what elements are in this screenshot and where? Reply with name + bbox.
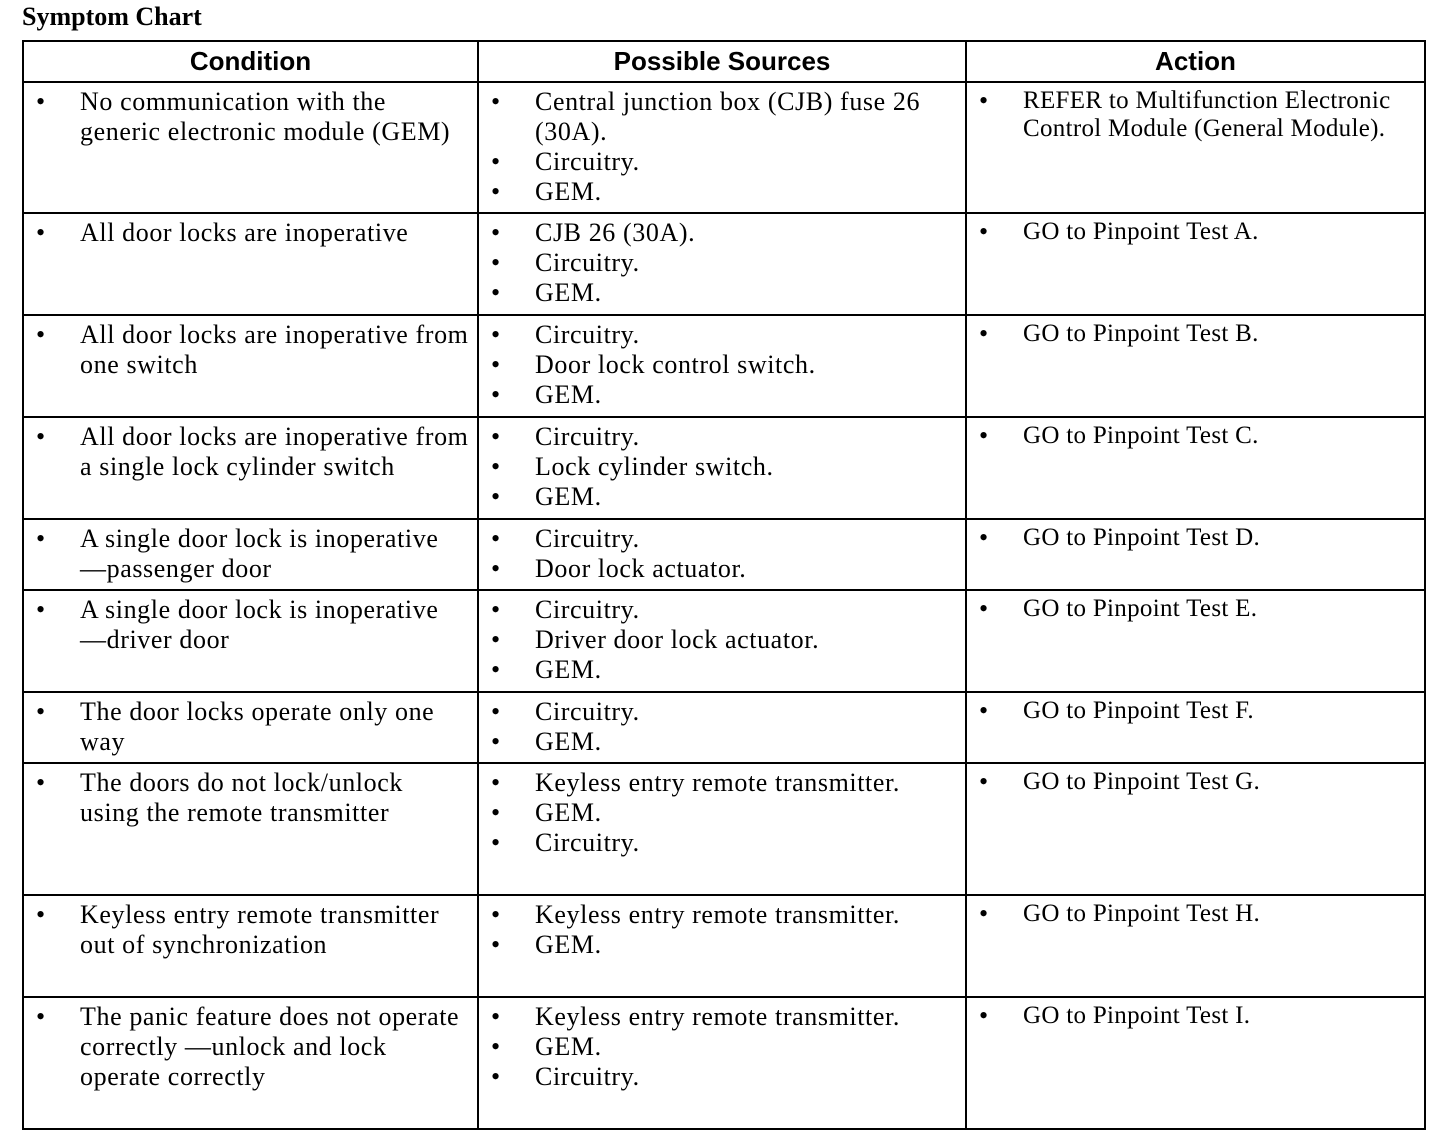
- list-item: • Keyless entry remote transmitter.: [479, 1002, 965, 1032]
- list-item: • GEM.: [479, 177, 965, 207]
- list-item: • All door locks are inoperative from a single lock cylinder switch: [24, 422, 477, 482]
- list-item: • GO to Pinpoint Test B.: [967, 320, 1424, 348]
- header-possible-sources: Possible Sources: [478, 41, 966, 82]
- action-cell: [966, 895, 1425, 997]
- table-row: [23, 315, 1425, 417]
- bullet-list: [967, 595, 1424, 623]
- list-item: • Keyless entry remote transmitter.: [479, 900, 965, 930]
- possible-sources-cell: [478, 82, 966, 213]
- list-item: • Circuitry.: [479, 1062, 965, 1092]
- list-item: • GO to Pinpoint Test E.: [967, 595, 1424, 623]
- list-item: • A single door lock is inoperative —passenger door: [24, 524, 477, 584]
- action-cell: [966, 763, 1425, 895]
- bullet-list: [24, 524, 477, 584]
- action-cell: [966, 997, 1425, 1129]
- bullet-list: [479, 900, 965, 960]
- list-item: • GEM.: [479, 798, 965, 828]
- condition-cell: [23, 895, 478, 997]
- bullet-list: [479, 1002, 965, 1092]
- bullet-list: [24, 900, 477, 960]
- list-item: • Circuitry.: [479, 320, 965, 350]
- header-action: Action: [966, 41, 1425, 82]
- list-item: • GEM.: [479, 727, 965, 757]
- list-item: • Circuitry.: [479, 697, 965, 727]
- list-item: • GO to Pinpoint Test G.: [967, 768, 1424, 796]
- bullet-list: [479, 218, 965, 308]
- action-cell: [966, 519, 1425, 590]
- action-cell: [966, 213, 1425, 315]
- condition-cell: [23, 590, 478, 692]
- list-item: • Door lock control switch.: [479, 350, 965, 380]
- possible-sources-cell: [478, 315, 966, 417]
- possible-sources-cell: [478, 417, 966, 519]
- table-row: [23, 519, 1425, 590]
- list-item: • Circuitry.: [479, 422, 965, 452]
- action-cell: [966, 315, 1425, 417]
- possible-sources-cell: [478, 519, 966, 590]
- action-cell: [966, 590, 1425, 692]
- table-row: [23, 763, 1425, 895]
- bullet-list: [967, 87, 1424, 143]
- list-item: • GEM.: [479, 278, 965, 308]
- list-item: • No communication with the generic electronic module (GEM): [24, 87, 477, 147]
- bullet-list: [24, 422, 477, 482]
- possible-sources-cell: [478, 213, 966, 315]
- list-item: • Circuitry.: [479, 147, 965, 177]
- list-item: • All door locks are inoperative from one switch: [24, 320, 477, 380]
- table-row: [23, 82, 1425, 213]
- list-item: • Circuitry.: [479, 524, 965, 554]
- bullet-list: [967, 768, 1424, 796]
- action-cell: [966, 692, 1425, 763]
- bullet-list: [479, 524, 965, 584]
- table-row: [23, 590, 1425, 692]
- list-item: • GO to Pinpoint Test F.: [967, 697, 1424, 725]
- bullet-list: [967, 697, 1424, 725]
- list-item: • Circuitry.: [479, 828, 965, 858]
- table-row: [23, 417, 1425, 519]
- list-item: • GEM.: [479, 655, 965, 685]
- list-item: • The door locks operate only one way: [24, 697, 477, 757]
- possible-sources-cell: [478, 895, 966, 997]
- table-row: [23, 997, 1425, 1129]
- condition-cell: [23, 82, 478, 213]
- header-row: [23, 41, 1425, 82]
- header-condition: Condition: [23, 41, 478, 82]
- list-item: • Central junction box (CJB) fuse 26 (30A).: [479, 87, 965, 147]
- table-row: [23, 213, 1425, 315]
- table-row: [23, 692, 1425, 763]
- condition-cell: [23, 213, 478, 315]
- bullet-list: [967, 422, 1424, 450]
- list-item: • All door locks are inoperative: [24, 218, 477, 248]
- bullet-list: [24, 320, 477, 380]
- bullet-list: [479, 697, 965, 757]
- condition-cell: [23, 519, 478, 590]
- possible-sources-cell: [478, 590, 966, 692]
- list-item: • Keyless entry remote transmitter out of synchronization: [24, 900, 477, 960]
- list-item: • GEM.: [479, 1032, 965, 1062]
- list-item: • GEM.: [479, 482, 965, 512]
- bullet-list: [24, 1002, 477, 1092]
- bullet-list: [479, 595, 965, 685]
- list-item: • Driver door lock actuator.: [479, 625, 965, 655]
- action-cell: [966, 82, 1425, 213]
- bullet-list: [24, 218, 477, 248]
- bullet-list: [24, 595, 477, 655]
- list-item: • REFER to Multifunction Electronic Control Module (General Module).: [967, 87, 1424, 143]
- condition-cell: [23, 417, 478, 519]
- bullet-list: [24, 87, 477, 147]
- list-item: • Door lock actuator.: [479, 554, 965, 584]
- list-item: • Keyless entry remote transmitter.: [479, 768, 965, 798]
- bullet-list: [479, 320, 965, 410]
- chart-title: Symptom Chart: [22, 2, 202, 31]
- list-item: • CJB 26 (30A).: [479, 218, 965, 248]
- possible-sources-cell: [478, 997, 966, 1129]
- symptom-chart-table: [22, 40, 1426, 1130]
- list-item: • GEM.: [479, 930, 965, 960]
- list-item: • The panic feature does not operate correctly —unlock and lock operate correctly: [24, 1002, 477, 1092]
- bullet-list: [479, 87, 965, 207]
- list-item: • GO to Pinpoint Test H.: [967, 900, 1424, 928]
- action-cell: [966, 417, 1425, 519]
- list-item: • The doors do not lock/unlock using the remote transmitter: [24, 768, 477, 828]
- list-item: • GO to Pinpoint Test A.: [967, 218, 1424, 246]
- list-item: • GO to Pinpoint Test I.: [967, 1002, 1424, 1030]
- list-item: • Lock cylinder switch.: [479, 452, 965, 482]
- bullet-list: [967, 900, 1424, 928]
- list-item: • Circuitry.: [479, 248, 965, 278]
- condition-cell: [23, 763, 478, 895]
- list-item: • GO to Pinpoint Test C.: [967, 422, 1424, 450]
- condition-cell: [23, 997, 478, 1129]
- bullet-list: [479, 422, 965, 512]
- condition-cell: [23, 692, 478, 763]
- list-item: • A single door lock is inoperative —driver door: [24, 595, 477, 655]
- list-item: • GEM.: [479, 380, 965, 410]
- table-row: [23, 895, 1425, 997]
- bullet-list: [967, 524, 1424, 552]
- bullet-list: [24, 697, 477, 757]
- bullet-list: [479, 768, 965, 858]
- list-item: • GO to Pinpoint Test D.: [967, 524, 1424, 552]
- bullet-list: [24, 768, 477, 828]
- bullet-list: [967, 218, 1424, 246]
- possible-sources-cell: [478, 763, 966, 895]
- bullet-list: [967, 1002, 1424, 1030]
- possible-sources-cell: [478, 692, 966, 763]
- list-item: • Circuitry.: [479, 595, 965, 625]
- condition-cell: [23, 315, 478, 417]
- bullet-list: [967, 320, 1424, 348]
